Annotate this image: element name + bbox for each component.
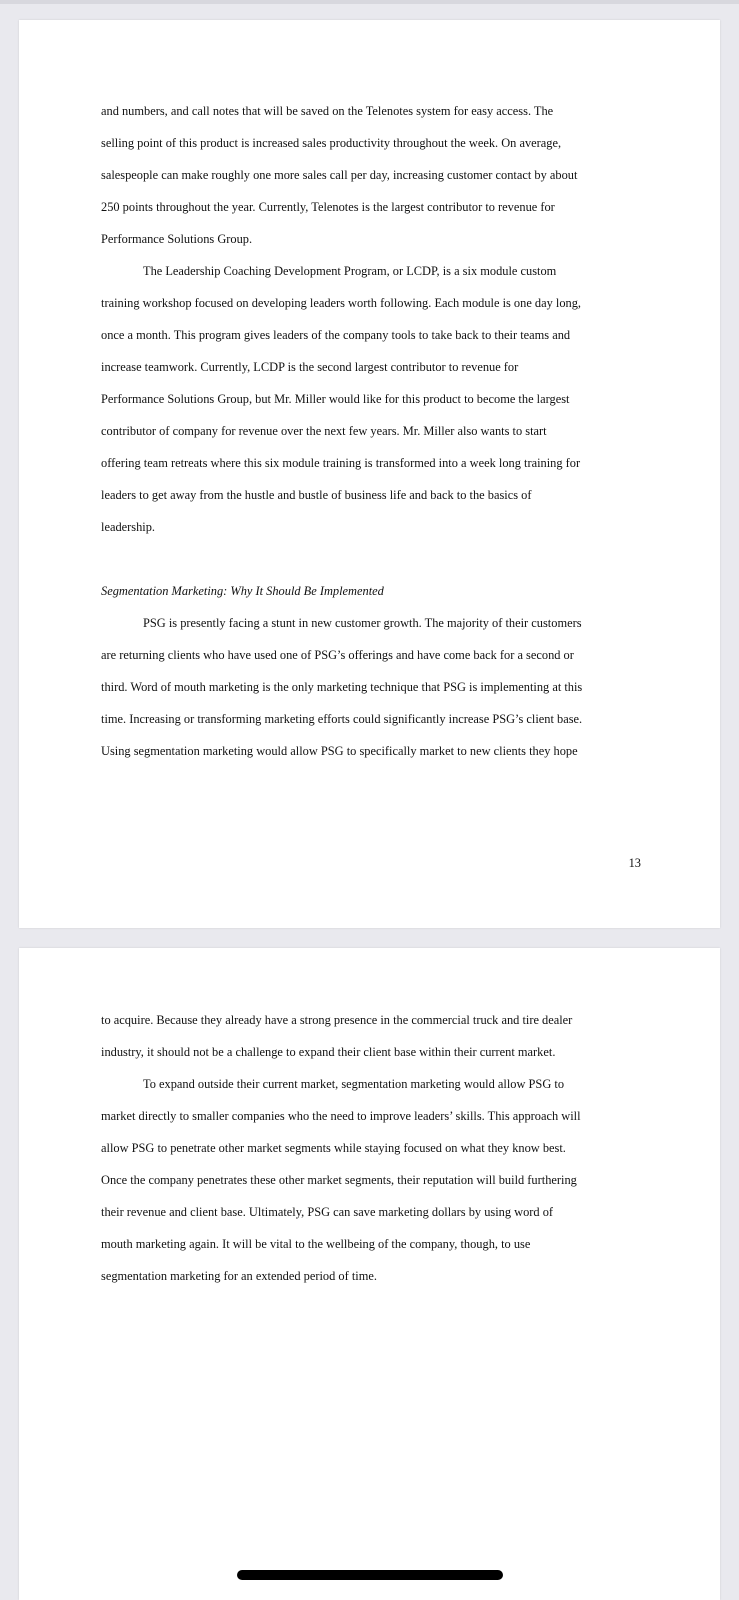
- text-line: leaders to get away from the hustle and bustle of business life and back to the basics of: [101, 488, 532, 502]
- section-heading: Segmentation Marketing: Why It Should Be Implemented: [101, 584, 384, 598]
- text-line: Using segmentation marketing would allow PSG to specifically market to new clients they hope: [101, 744, 578, 758]
- text-line: Performance Solutions Group, but Mr. Miller would like for this product to become the largest: [101, 392, 570, 406]
- paragraph-start: To expand outside their current market, segmentation marketing would allow PSG to: [143, 1077, 565, 1091]
- home-indicator[interactable]: [237, 1570, 503, 1580]
- document-page-13: [19, 20, 720, 928]
- text-line: Performance Solutions Group.: [101, 232, 253, 246]
- page-number: 13: [628, 856, 641, 870]
- text-line: Once the company penetrates these other market segments, their reputation will build furthering: [101, 1173, 577, 1187]
- text-line: training workshop focused on developing leaders worth following. Each module is one day long,: [101, 296, 582, 310]
- paragraph-start: PSG is presently facing a stunt in new customer growth. The majority of their customers: [143, 616, 582, 630]
- text-line: market directly to smaller companies who the need to improve leaders’ skills. This approach will: [101, 1109, 581, 1123]
- text-line: offering team retreats where this six module training is transformed into a week long training for: [101, 456, 581, 470]
- text-line: mouth marketing again. It will be vital to the wellbeing of the company, though, to use: [101, 1237, 531, 1251]
- text-line: their revenue and client base. Ultimately, PSG can save marketing dollars by using word of: [101, 1205, 554, 1219]
- text-line: allow PSG to penetrate other market segments while staying focused on what they know best.: [101, 1141, 566, 1155]
- text-line: 250 points throughout the year. Currently, Telenotes is the largest contributor to revenue for: [101, 200, 555, 214]
- text-line: leadership.: [101, 520, 156, 534]
- text-line: to acquire. Because they already have a strong presence in the commercial truck and tire dealer: [101, 1013, 573, 1027]
- text-line: contributor of company for revenue over the next few years. Mr. Miller also wants to start: [101, 424, 547, 438]
- text-line: once a month. This program gives leaders of the company tools to take back to their teams and: [101, 328, 571, 342]
- text-line: and numbers, and call notes that will be saved on the Telenotes system for easy access. The: [101, 104, 554, 118]
- text-line: increase teamwork. Currently, LCDP is the second largest contributor to revenue for: [101, 360, 519, 374]
- text-line: salespeople can make roughly one more sales call per day, increasing customer contact by about: [101, 168, 578, 182]
- top-edge: [0, 0, 739, 4]
- document-page-14: [19, 948, 720, 1600]
- text-line: industry, it should not be a challenge to expand their client base within their current market.: [101, 1045, 556, 1059]
- text-line: are returning clients who have used one of PSG’s offerings and have come back for a second or: [101, 648, 574, 662]
- text-line: segmentation marketing for an extended period of time.: [101, 1269, 377, 1283]
- text-line: time. Increasing or transforming marketing efforts could significantly increase PSG’s client base.: [101, 712, 583, 726]
- paragraph-start: The Leadership Coaching Development Program, or LCDP, is a six module custom: [143, 264, 557, 278]
- text-line: third. Word of mouth marketing is the only marketing technique that PSG is implementing at this: [101, 680, 583, 694]
- text-line: selling point of this product is increased sales productivity throughout the week. On average,: [101, 136, 562, 150]
